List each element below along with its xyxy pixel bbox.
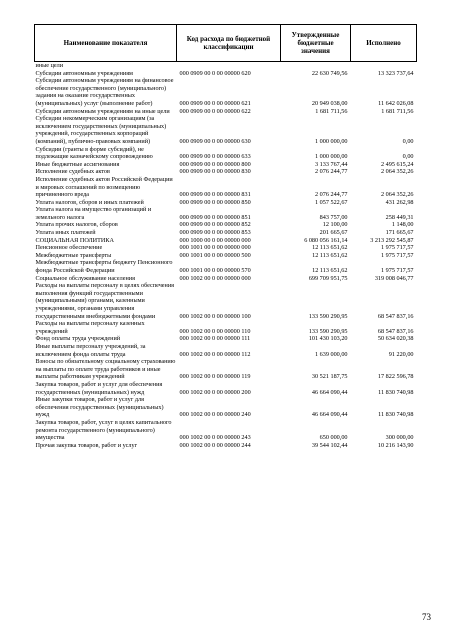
table-row: [35, 358, 417, 381]
row-approved: 1 681 711,56: [315, 107, 348, 115]
row-executed: 10 216 143,90: [377, 441, 414, 449]
table-row: [35, 146, 417, 161]
table-row: [35, 252, 417, 260]
row-executed: 91 220,00: [388, 350, 414, 358]
row-name: Пенсионное обеспечение: [35, 244, 103, 252]
row-approved: 2 076 244,77: [315, 168, 348, 176]
row-approved: 46 664 090,44: [311, 388, 348, 396]
row-code: 000 0909 00 0 00 00000 831: [179, 191, 251, 199]
header-indicator-name: Наименование показателя: [35, 25, 177, 62]
row-approved: [281, 62, 351, 70]
row-name: Фонд оплаты труда учреждений: [35, 335, 121, 343]
table-row: [35, 320, 417, 335]
table-row: [35, 115, 417, 145]
row-executed: 2 064 352,26: [381, 168, 414, 176]
table-row: [35, 176, 417, 199]
row-approved: 12 113 651,62: [312, 244, 348, 252]
table-row: [35, 70, 417, 78]
row-code: 000 1001 00 0 00 00000 570: [179, 267, 251, 275]
row-executed: [351, 62, 417, 70]
row-name: Расходы на выплаты персоналу в целях обеспечения выполнения функций государственными (муниципальными) органами, казенными учреждениями, органами управления государственными внебюджетными фондами: [35, 282, 175, 320]
row-approved: 1 057 522,67: [315, 198, 348, 206]
row-executed: 2 064 352,26: [381, 191, 414, 199]
row-executed: 1 975 717,57: [381, 244, 414, 252]
row-approved: 699 709 951,75: [308, 274, 348, 282]
row-name: Прочая закупка товаров, работ и услуг: [35, 441, 138, 449]
table-row: [35, 335, 417, 343]
table-row: [35, 419, 417, 442]
row-approved: 12 100,00: [322, 221, 348, 229]
table-row: [35, 77, 417, 107]
row-code: 000 1002 00 0 00 00000 119: [179, 373, 251, 381]
row-approved: 133 590 290,95: [308, 312, 348, 320]
header-budget-code: Код расхода по бюджетной классификации: [177, 25, 281, 62]
table-row: [35, 343, 417, 358]
row-approved: 2 076 244,77: [315, 191, 348, 199]
row-approved: 650 000,00: [319, 434, 348, 442]
row-executed: 3 213 292 545,87: [370, 236, 414, 244]
row-name: Социальное обслуживание населения: [35, 274, 135, 282]
row-code: 000 0909 00 0 00 00000 620: [179, 69, 251, 77]
row-executed: 13 323 737,64: [377, 69, 414, 77]
row-name: Субсидии автономным учреждениям: [35, 69, 133, 77]
row-name: Закупка товаров, работ и услуг для обеспечения государственных (муниципальных) нужд: [35, 380, 163, 396]
row-executed: 258 449,31: [385, 213, 414, 221]
page-number: 73: [422, 612, 431, 622]
row-approved: 201 665,67: [319, 229, 348, 237]
table-header: [35, 25, 417, 62]
row-code: 000 1001 00 0 00 00000 000: [179, 244, 251, 252]
row-code: [177, 62, 281, 70]
row-executed: 1 148,00: [391, 221, 414, 229]
table-row: [35, 244, 417, 252]
table-row: [35, 237, 417, 245]
row-executed: 1 975 717,57: [381, 267, 414, 275]
row-code: 000 0909 00 0 00 00000 800: [179, 160, 251, 168]
row-approved: 133 590 290,95: [308, 327, 348, 335]
row-code: 000 1002 00 0 00 00000 111: [179, 335, 251, 343]
table-row: [35, 62, 417, 70]
row-name: Субсидии (гранты в форме субсидий), не подлежащие казначейскому сопровождению: [35, 145, 153, 161]
row-name: Субсидии некоммерческим организациям (за исключением государственных (муниципальных) учреждений, государственных корпораций (компаний), публично-правовых компаний): [35, 115, 167, 145]
table-row: [35, 168, 417, 176]
row-code: 000 1002 00 0 00 00000 240: [179, 411, 251, 419]
row-executed: 319 008 046,77: [374, 274, 414, 282]
table-row: [35, 275, 417, 283]
row-approved: 30 521 187,75: [311, 373, 348, 381]
table-row: [35, 259, 417, 274]
table-row: [35, 199, 417, 207]
row-executed: 431 262,98: [385, 198, 414, 206]
row-code: 000 1002 00 0 00 00000 200: [179, 388, 251, 396]
row-name: Межбюджетные трансферты бюджету Пенсионного фонда Российской Федерации: [35, 259, 173, 275]
row-code: 000 1000 00 0 00 00000 000: [179, 236, 251, 244]
row-code: 000 0909 00 0 00 00000 830: [179, 168, 251, 176]
row-code: 000 1002 00 0 00 00000 112: [179, 350, 251, 358]
row-executed: 11 830 740,98: [378, 388, 414, 396]
row-code: 000 1001 00 0 00 00000 500: [179, 251, 251, 259]
row-name: Уплата иных платежей: [35, 229, 96, 237]
row-executed: 68 547 837,16: [377, 312, 414, 320]
table-row: [35, 206, 417, 221]
row-executed: 0,00: [402, 137, 414, 145]
row-executed: 11 642 026,08: [378, 99, 414, 107]
row-code: 000 0909 00 0 00 00000 630: [179, 137, 251, 145]
row-code: 000 1002 00 0 00 00000 100: [179, 312, 251, 320]
table-row: [35, 381, 417, 396]
row-approved: 12 113 651,62: [312, 267, 348, 275]
row-name: Закупка товаров, работ, услуг в целях капитального ремонта государственного (муниципального) имущества: [35, 418, 172, 442]
table-row: [35, 161, 417, 169]
row-approved: 22 630 749,56: [311, 69, 348, 77]
row-executed: 11 830 740,98: [378, 411, 414, 419]
row-code: 000 0909 00 0 00 00000 852: [179, 221, 251, 229]
row-name: Исполнение судебных актов Российской Федерации и мировых соглашений по возмещению причиненного вреда: [35, 175, 173, 199]
row-approved: 843 757,00: [319, 213, 348, 221]
row-code: 000 0909 00 0 00 00000 853: [179, 229, 251, 237]
table-row: [35, 396, 417, 419]
row-code: 000 1002 00 0 00 00000 243: [179, 434, 251, 442]
row-approved: 101 430 103,20: [308, 335, 348, 343]
row-executed: 68 547 837,16: [377, 327, 414, 335]
row-name: Иные выплаты персоналу учреждений, за исключением фонда оплаты труда: [35, 342, 146, 358]
row-approved: 6 080 056 161,14: [304, 236, 348, 244]
row-code: 000 0909 00 0 00 00000 621: [179, 99, 251, 107]
header-approved-values: Утвержденные бюджетные значения: [281, 25, 351, 62]
row-name: иные цели: [35, 62, 64, 69]
row-code: 000 0909 00 0 00 00000 622: [179, 107, 251, 115]
row-executed: 1 975 717,57: [381, 251, 414, 259]
table-body: [35, 62, 417, 450]
row-approved: 1 639 000,00: [315, 350, 348, 358]
budget-execution-table: [34, 24, 417, 449]
row-name: Уплата прочих налогов, сборов: [35, 221, 118, 229]
row-name: Иные закупки товаров, работ и услуг для обеспечения государственных (муниципальных) нужд: [35, 396, 164, 419]
row-code: 000 1002 00 0 00 00000 110: [179, 327, 251, 335]
row-name: Межбюджетные трансферты: [35, 251, 112, 259]
table-row: [35, 282, 417, 320]
row-approved: 46 664 090,44: [311, 411, 348, 419]
row-approved: 12 113 651,62: [312, 251, 348, 259]
row-name: Взносы по обязательному социальному страхованию на выплаты по оплате труда работников и иные выплаты работникам учреждений: [35, 358, 176, 381]
row-executed: 171 665,67: [385, 229, 414, 237]
row-name: Субсидии автономным учреждениям на иные цели: [35, 107, 170, 115]
row-code: 000 0909 00 0 00 00000 850: [179, 198, 251, 206]
row-code: 000 0909 00 0 00 00000 851: [179, 213, 251, 221]
row-executed: 50 634 020,38: [377, 335, 414, 343]
table-row: [35, 442, 417, 450]
row-executed: 300 000,00: [385, 434, 414, 442]
row-name: СОЦИАЛЬНАЯ ПОЛИТИКА: [35, 236, 114, 244]
row-name: Исполнение судебных актов: [35, 168, 110, 176]
row-approved: 20 949 038,00: [311, 99, 348, 107]
row-code: 000 0909 00 0 00 00000 633: [179, 153, 251, 161]
row-executed: 1 681 711,56: [381, 107, 414, 115]
header-executed: Исполнено: [351, 25, 417, 62]
table-row: [35, 108, 417, 116]
row-name: Расходы на выплаты персоналу казенных учреждений: [35, 320, 145, 335]
row-executed: 0,00: [402, 153, 414, 161]
table-row: [35, 229, 417, 237]
row-approved: 1 000 000,00: [315, 153, 348, 161]
row-name: Уплата налога на имущество организаций и земельного налога: [35, 206, 152, 221]
row-code: 000 1002 00 0 00 00000 000: [179, 274, 251, 282]
row-approved: 39 544 102,44: [311, 441, 348, 449]
row-code: 000 1002 00 0 00 00000 244: [179, 441, 251, 449]
table-row: [35, 221, 417, 229]
row-name: Уплата налогов, сборов и иных платежей: [35, 198, 144, 206]
row-name: Иные бюджетные ассигнования: [35, 160, 120, 168]
row-name: Субсидии автономным учреждениям на финансовое обеспечение государственного (муниципального) задания на оказание государственных (муниципальных) услуг (выполнение работ): [35, 77, 174, 107]
row-executed: 2 495 615,24: [381, 160, 414, 168]
row-approved: 3 133 767,44: [315, 160, 348, 168]
row-approved: 1 000 000,00: [315, 137, 348, 145]
row-executed: 17 822 596,78: [377, 373, 414, 381]
